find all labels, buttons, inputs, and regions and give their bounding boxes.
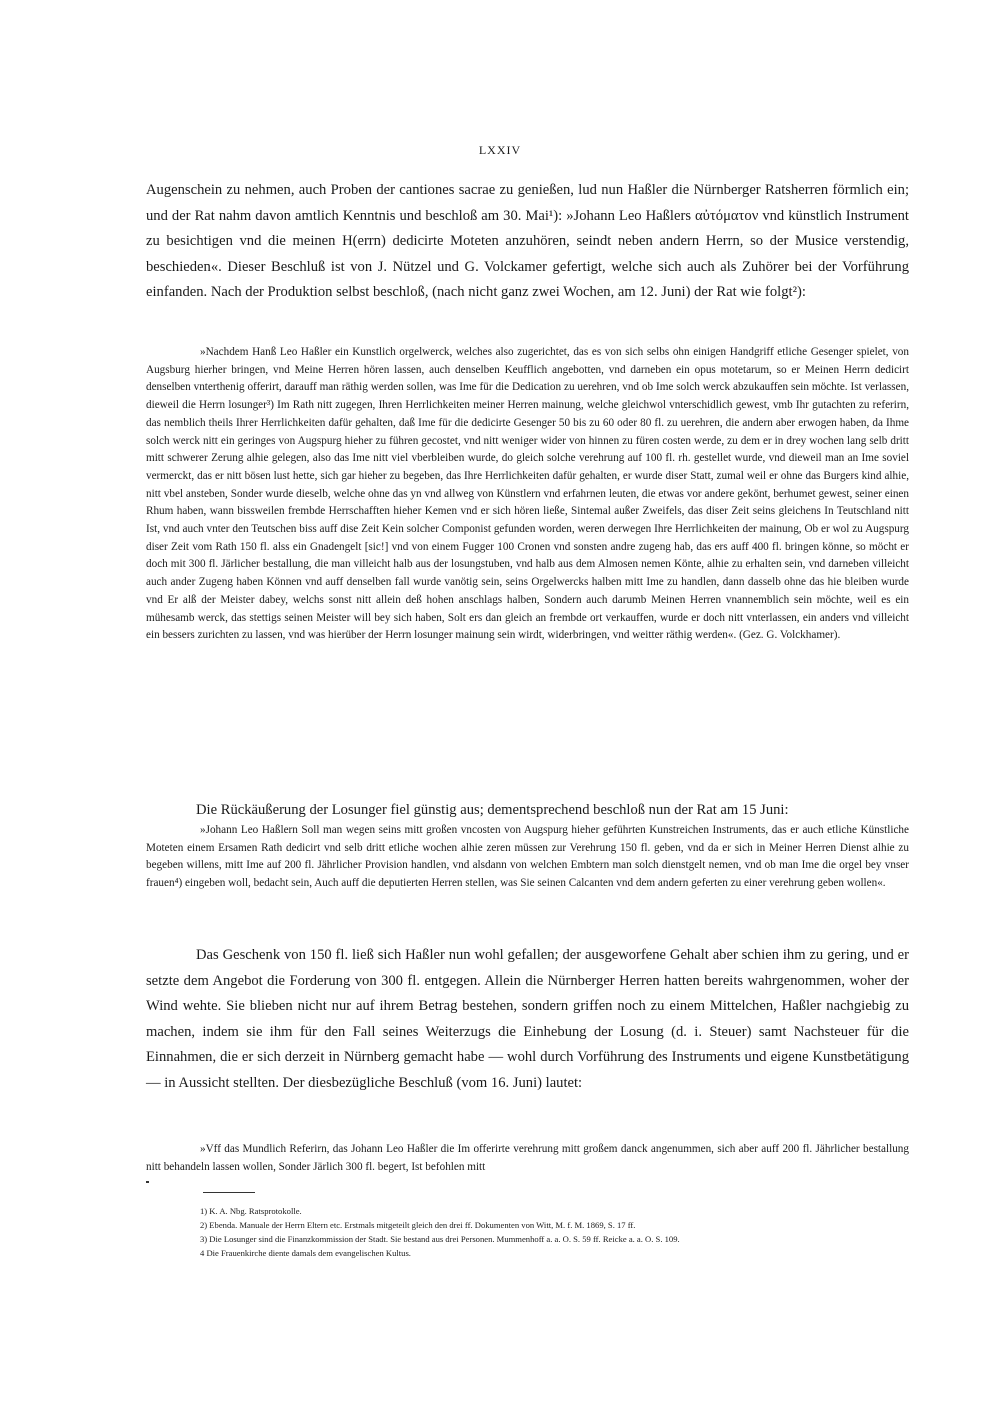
footnote-divider xyxy=(203,1192,255,1193)
footnote-1: 1) K. A. Nbg. Ratsprotokolle. xyxy=(200,1206,302,1216)
quote-council-decision-12-june: »Nachdem Hanß Leo Haßler ein Kunstlich orgelwerck, welches also zugerichtet, das es von sich selbs ohn einigen Handgriff etliche Gesenger spielet, von Augsburg hierher bringen, vnd Meine Herren hören lassen, auch denselben Keufflich angebotten, vnd darneben ein opus motetarum, so er Meinen Herrn dedicirt denselben vnterthenig offerirt, darauff man räthig werden sollen, was Ime für die Dedication zu uerehren, vnd ob Ime solch werck abzukauffen sein möchte. Ist verlassen, dieweil die Herrn losunger³) Im Rath nitt zugegen, Ihren Herrlichkeiten meiner Herren mainung, welche gleichwol vnterschidlich gewest, vmb Ihr gutachten zu referirn, das nemblich theils Ihrer Herrlichkeiten dafür gehalten, daß Ime für die dedicirte Gesenger 50 bis zu 60 oder 80 fl. zu uerehren, die andern aber erwogen haben, da Ihme solch werck nitt ein geringes von Augspurg hieher zu führen gecostet, vnd nitt weniger wider von hinnen zu füren costen werde, zu dem er in drey wochen lang selb dritt mitt schwerer Zerung alhie gelegen, also das Ime nitt viel vberbleiben wurde, do gleich solche verehrung auf 100 fl. rh. gestellet wurde, vnd dieweil man an Ime soviel vermerckt, das er nitt bösen lust hette, sich gar hieher zu begeben, das Ihre Herrlichkeiten dafür gehalten, er wurde diser Statt, zumal weil er ohne das Burgers kind alhie, nitt vbel ansteben, Sonder wurde dieselb, welche ohne das yn vnd allweg von Künstlern vnd erfahrnen leuten, die etwas vor andere gekönt, berhumet gewest, seiner einen Rhum haben, wann bissweilen frembde Herrschafften hieher Kemen vnd er sich hören ließe, Sintemal außer Zweifels, das diser Zeit seins gleichens In Teutschland nitt Ist, vnd auch vnter den Teutschen biss auff dise Zeit Kein solcher Componist gefunden worden, weren derwegen Ihre Herrlichkeiten der mainung, Ob er wol zu Augspurg diser Zeit vom Rath 150 fl. alss ein Gnadengelt [sic!] vnd von einem Fugger 100 Cronen vnd sonsten andre zugeng hab, das ers auff 400 fl. bringen könne, so möcht er doch mit 300 fl. Järlicher bestallung, die man villeicht halb aus der losungstuben, vnd halb aus dem Almosen nemen Könte, alhie zu erhalten sein, vnd darneben villeicht auch ander Zugeng haben Können vnd auff denselben fall wurde vanötig sein, seins Orgelwercks halben mitt Ime zu handlen, dann dasselb ohne das hie bleiben wurde vnd Er alß der Meister dabey, welchs sonst nitt allein deß hohen anschlags halben, Sondern auch darumb Meinen Herren vnannemblich sein möchte, weil es ein mühesamb werck, das stettigs seinen Meister will bey sich haben, Solt ers dan gleich an frembde ort verkauffen, wurde er doch nitt vnterlassen, ein anders vnd villeicht ein bessers zurichten zu lassen, vnd was hierüber der Herrn losunger mainung sein wirdt, widerbringen, vnd weitter räthig werden«. (Gez. G. Volckhamer). xyxy=(146,346,909,642)
body-paragraph-1: Augenschein zu nehmen, auch Proben der cantiones sacrae zu genießen, lud nun Haßler die Nürnberger Ratsherren förmlich ein; und der Rat nahm davon amtlich Kenntnis und beschloß am 30. Mai¹): »Johann Leo Haßlers αὐτόματον vnd künstlich Instrument zu besichtigen vnd die meinen H(errn) dedicirte Moteten anzuhören, seindt neben andern Herrn, so der Musice verstendig, beschieden«. Dieser Beschluß ist von J. Nützel und G. Volckamer gefertigt, welche sich auch als Zuhörer bei der Vorführung einfanden. Nach der Produktion selbst beschloß, (nach nicht ganz zwei Wochen, am 12. Juni) der Rat wie folgt²): xyxy=(146,182,909,301)
footnote-4: 4 Die Frauenkirche diente damals dem evangelischen Kultus. xyxy=(200,1248,411,1258)
stray-mark xyxy=(146,1181,149,1183)
page-number: LXXIV xyxy=(478,143,522,157)
footnotes xyxy=(146,1204,909,1260)
body-paragraph-3: Das Geschenk von 150 fl. ließ sich Haßler nun wohl gefallen; der ausgeworfene Gehalt aber schien ihm zu gering, und er setzte dem Angebot die Forderung von 300 fl. entgegen. Allein die Nürnberger Herren hatten bereits wahrgenommen, woher der Wind wehte. Sie blieben nicht nur auf ihrem Betrag bestehen, sondern griffen noch zu einem Mittelchen, Haßler nachgiebig zu machen, indem sie ihm für den Fall seines Weiterzugs die Einhebung der Losung (d. i. Steuer) samt Nachsteuer für die Einnahmen, die er sich derzeit in Nürnberg gemacht habe — wohl durch Vorführung des Instruments und eigene Kunstbetätigung — in Aussicht stellten. Der diesbezügliche Beschluß (vom 16. Juni) lautet: xyxy=(146,947,909,1091)
quote-council-decision-15-june: »Johann Leo Haßlern Soll man wegen seins mitt großen vncosten von Augspurg hieher geführten Kunstreichen Instruments, das er auch etliche Künstliche Moteten einem Ersamen Rath dedicirt vnd selb dritt etliche wochen alhie zeren müssen zur Verehrung 150 fl. geben, vnd da er sich in Meiner Herren Dienst alhie zu begeben willens, mitt Ime auf 200 fl. Jährlicher Provision handlen, vnd alsdann von welchen Embtern man solch dienstgelt nemen, vnd ob man Ime die orgel bey vnser frauen⁴) eingeben woll, bedacht sein, Auch auff die deputierten Herren stellen, was Sie seinen Calcanten vnd dem andern geferten zu einer verehrung geben wollen«. xyxy=(146,824,909,890)
footnote-2: 2) Ebenda. Manuale der Herrn Eltern etc. Erstmals mitgeteilt gleich den drei ff. Dokumenten von Witt, M. f. M. 1869, S. 17 ff. xyxy=(200,1220,636,1230)
footnote-3: 3) Die Losunger sind die Finanzkommission der Stadt. Sie bestand aus drei Personen. Mummenhoff a. a. O. S. 59 ff. Reicke a. a. O. S. 109. xyxy=(200,1234,680,1244)
body-paragraph-2: Die Rückäußerung der Losunger fiel günstig aus; dementsprechend beschloß nun der Rat am 15 Juni: xyxy=(196,802,789,818)
quote-council-decision-16-june: »Vff das Mundlich Referirn, das Johann Leo Haßler die Im offerirte verehrung mitt großem danck angenummen, sich aber auff 200 fl. Jährlicher bestallung nitt behandeln lassen wollen, Sonder Järlich 300 fl. begert, Ist befohlen mitt xyxy=(146,1143,909,1173)
